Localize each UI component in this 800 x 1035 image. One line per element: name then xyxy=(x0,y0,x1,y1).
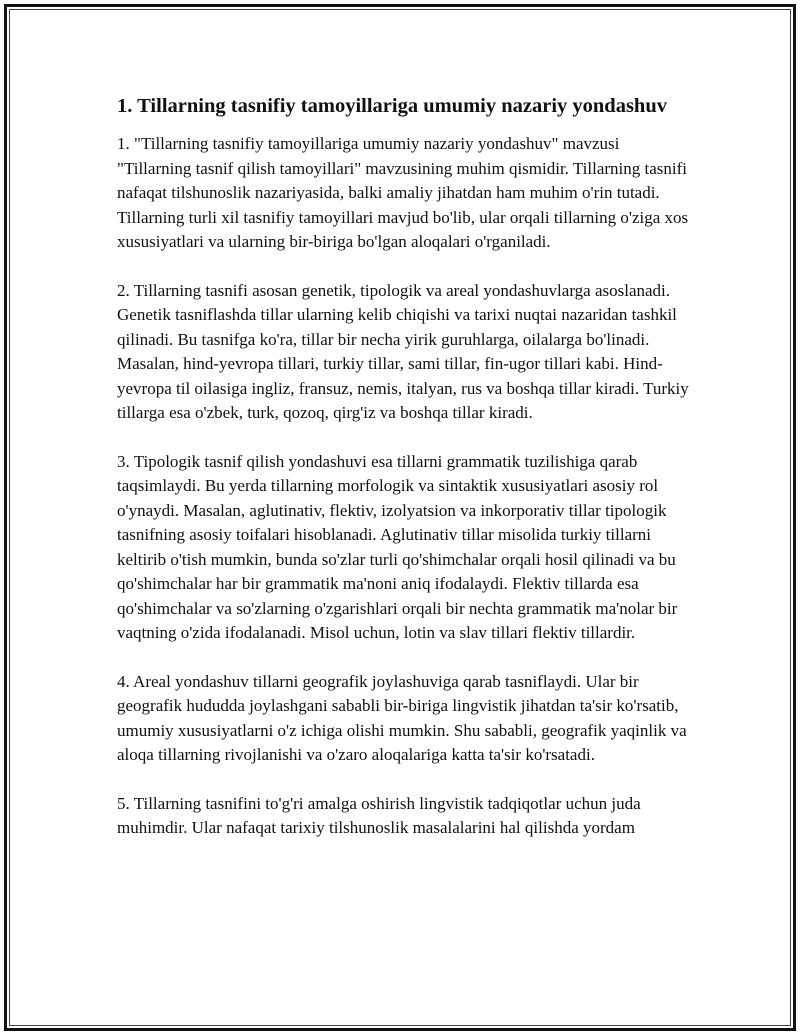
document-title: 1. Tillarning tasnifiy tamoyillariga umumiy nazariy yondashuv xyxy=(117,95,667,117)
paragraph-5: 5. Tillarning tasnifini to'g'ri amalga oshirish lingvistik tadqiqotlar uchun juda muhimdir. Ular nafaqat tarixiy tilshunoslik masalalarini hal qilishda yordam xyxy=(117,793,641,837)
paragraph-4: 4. Areal yondashuv tillarni geografik joylashuviga qarab tasniflaydi. Ular bir geografik hududda joylashgani sababli bir-biriga lingvistik jihatdan ta'sir ko'rsatib, umumiy xususiyatlarni o'z ichiga olishi mumkin. Shu sababli, geografik yaqinlik va aloqa tillarning rivojlanishi va o'zaro aloqalariga katta ta'sir ko'rsatadi. xyxy=(117,671,687,764)
paragraph-3: 3. Tipologik tasnif qilish yondashuvi esa tillarni grammatik tuzilishiga qarab taqsimlaydi. Bu yerda tillarning morfologik va sintaktik xususiyatlari asosiy rol o'ynaydi. Masalan, aglutinativ, flektiv, izolyatsion va inkorporativ tillar tipologik tasnifning asosiy toifalari hisoblanadi. Aglutinativ tillar misolida turkiy tillarni keltirib o'tish mumkin, bunda so'zlar turli qo'shimchalar orqali hosil qilinadi va bu qo'shimchalar har bir grammatik ma'noni aniq ifodalaydi. Flektiv tillarda esa qo'shimchalar va so'zlarning o'zgarishlari orqali bir nechta grammatik ma'nolar bir vaqtning o'zida ifodalanadi. Misol uchun, lotin va slav tillari flektiv tillardir. xyxy=(117,451,678,642)
paragraph-2: 2. Tillarning tasnifi asosan genetik, tipologik va areal yondashuvlarga asoslanadi. Genetik tasniflashda tillar ularning kelib chiqishi va tarixi nuqtai nazaridan tashkil qilinadi. Bu tasnifga ko'ra, tillar bir necha yirik guruhlarga, oilalarga bo'linadi. Masalan, hind-yevropa tillari, turkiy tillar, sami tillar, fin-ugor tillari kabi. Hind-yevropa til oilasiga ingliz, fransuz, nemis, italyan, rus va boshqa tillar kiradi. Turkiy tillarga esa o'zbek, turk, qozoq, qirg'iz va boshqa tillar kiradi. xyxy=(117,280,689,422)
document-body xyxy=(117,92,697,865)
paragraph-1: 1. "Tillarning tasnifiy tamoyillariga umumiy nazariy yondashuv" mavzusi "Tillarning tasnif qilish tamoyillari" mavzusining muhim qismidir. Tillarning tasnifi nafaqat tilshunoslik nazariyasida, balki amaliy jihatdan ham muhim o'rin tutadi. Tillarning turli xil tasnifiy tamoyillari mavjud bo'lib, ular orqali tillarning o'ziga xos xususiyatlari va ularning bir-biriga bo'lgan aloqalari o'rganiladi. xyxy=(117,134,689,251)
